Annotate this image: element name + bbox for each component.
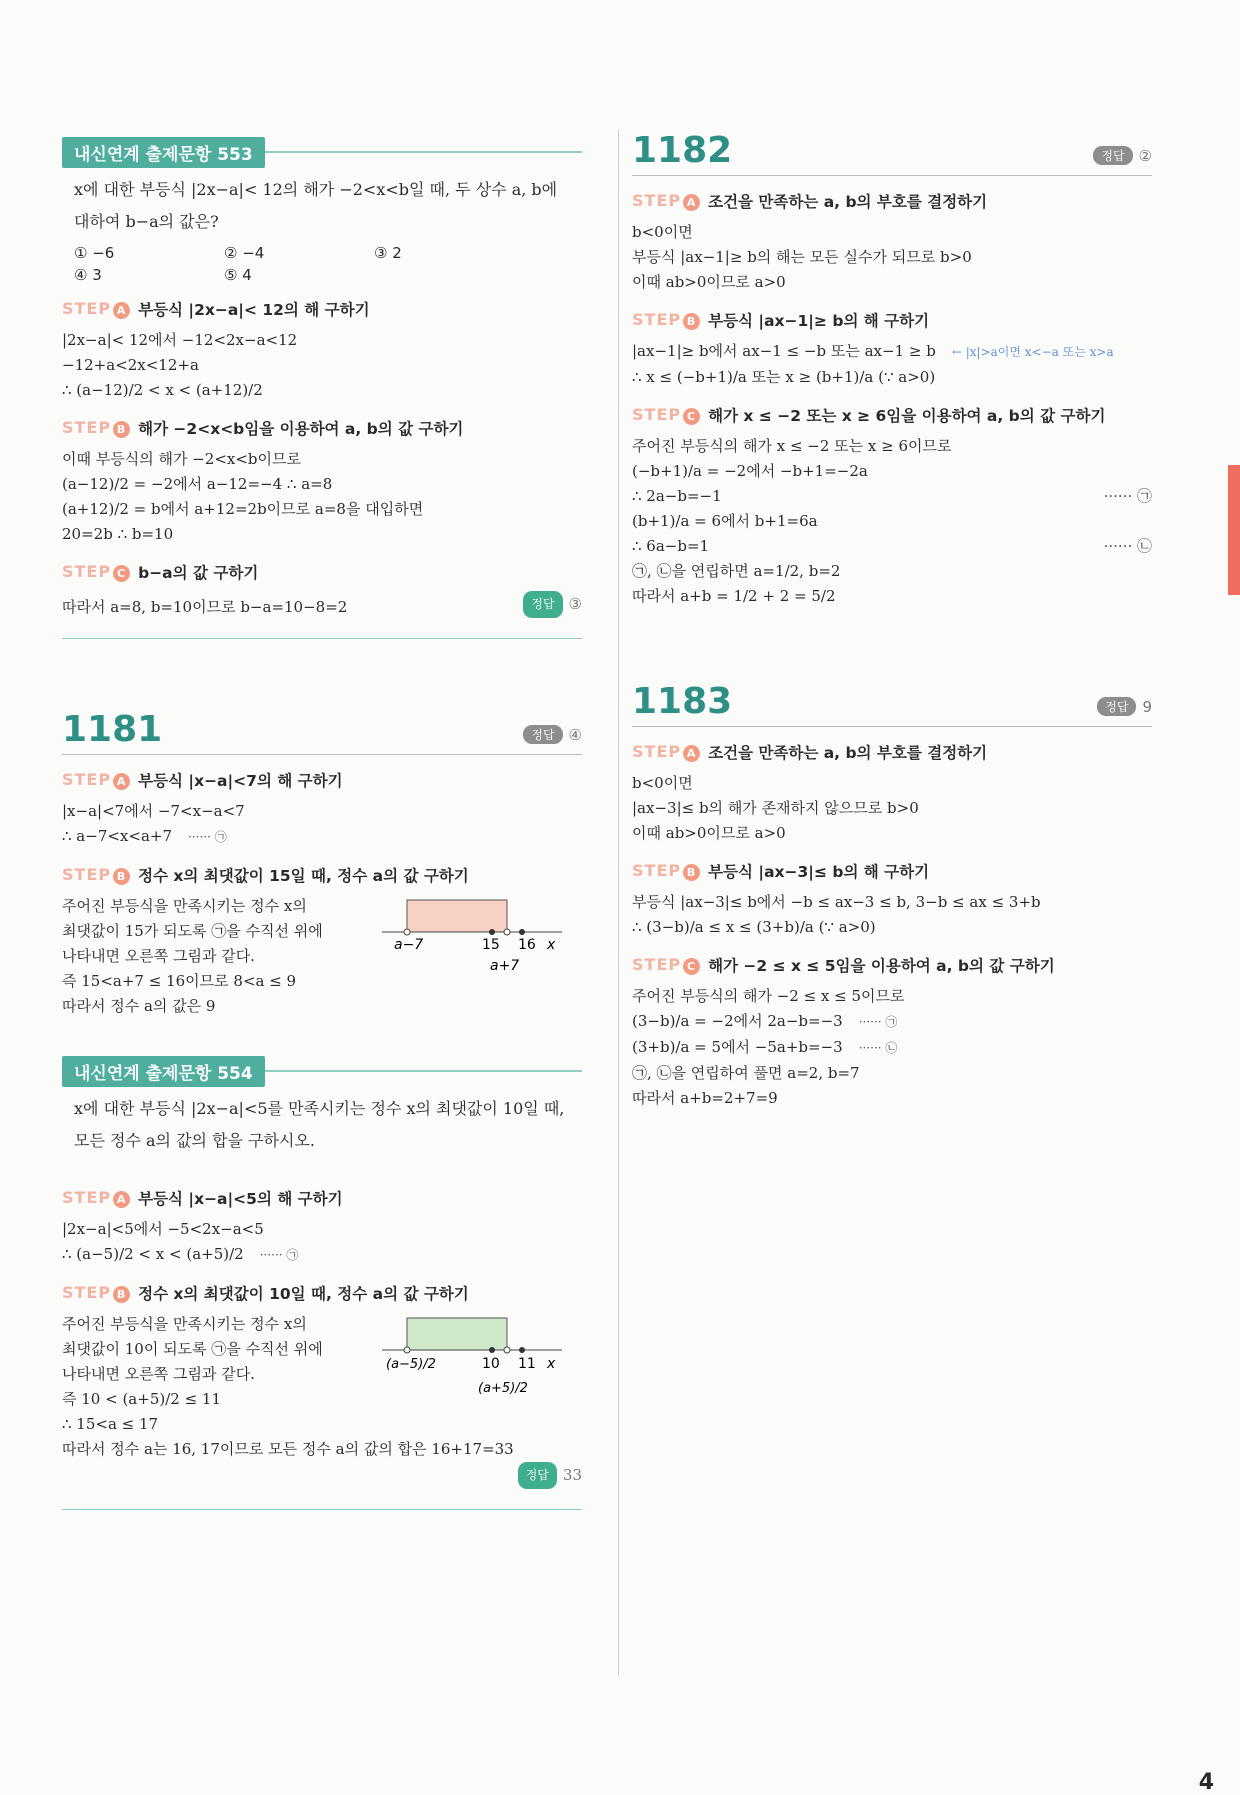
solution-line: ∴ (a−12)/2 < x < (a+12)/2 xyxy=(62,381,263,399)
solution-line: 주어진 부등식을 만족시키는 정수 x의 xyxy=(62,1315,307,1333)
step-a-heading: STEP A 부등식 |x−a|<7의 해 구하기 xyxy=(62,770,343,790)
solution-line: 이때 ab>0이므로 a>0 xyxy=(632,824,786,842)
section-end-rule xyxy=(62,638,582,639)
problem-number: 1181 xyxy=(62,709,163,750)
solution-line: ∴ x ≤ (−b+1)/a 또는 x ≥ (b+1)/a (∵ a>0) xyxy=(632,368,936,386)
side-note: ← |x|>a이면 x<−a 또는 x>a xyxy=(951,345,1114,359)
question-line: 대하여 b−a의 값은? xyxy=(74,212,219,231)
choice: ③ 2 xyxy=(374,244,402,262)
solution-line: 최댓값이 15가 되도록 ㉠을 수직선 위에 xyxy=(62,922,323,940)
solution-line: b<0이면 xyxy=(632,223,693,241)
solution-line: |2x−a|< 12에서 −12<2x−a<12 xyxy=(62,331,298,349)
solution-line: 주어진 부등식의 해가 −2 ≤ x ≤ 5이므로 xyxy=(632,987,905,1005)
chapter-side-tab xyxy=(1228,465,1240,595)
problem-1182: 1182 정답 ② STEP A 조건을 만족하는 a, b의 부호를 결정하기 b<0이면 부등식 |ax−1|≥ b의 해는 모든 실수가 되므로 b>0 이때 ab>0이므로 a>0 STEP B 부등식 |ax−1|≥ b의 해 구하기 |ax−1|≥ b에서 ax−1 ≤ −b 또는 ax−1 ≥ b ← |x|>a이면 x<−a 또는 x>a ∴ x ≤ (−b+1)/a 또는 x ≥ (b+1)/a (∵ a>0) STEP C 해가 x ≤ −2 또는 x ≥ 6임을 이용하여 a, b의 값 구하기 주어진 부등식의 해가 x ≤ −2 또는 x ≥ 6이므로 (−b+1)/a = −2에서 −b+1=−2a ∴ 2a−b=−1 ······ ㉠ (b+1)/a = 6에서 b+1=6a ∴ 6a−b=1 ······ ㉡ ㉠, ㉡을 연립하면 a=1/2, b=2 따라서 a+b = 1/2 + 2 = 5/2 xyxy=(632,130,1152,609)
solution-line: b<0이면 xyxy=(632,774,693,792)
solution-line: 부등식 |ax−1|≥ b의 해는 모든 실수가 되므로 b>0 xyxy=(632,248,972,266)
problem-number: 1182 xyxy=(632,130,733,171)
fig-bottom-label: a+7 xyxy=(490,958,520,974)
step-b-heading: STEP B 부등식 |ax−1|≥ b의 해 구하기 xyxy=(632,310,930,330)
solution-line: 나타내면 오른쪽 그림과 같다. xyxy=(62,1365,255,1383)
section-end-rule xyxy=(62,1509,582,1510)
problem-1183: 1183 정답 9 STEP A 조건을 만족하는 a, b의 부호를 결정하기 b<0이면 |ax−3|≤ b의 해가 존재하지 않으므로 b>0 이때 ab>0이므로 a>0 STEP B 부등식 |ax−3|≤ b의 해 구하기 부등식 |ax−3|≤ b에서 −b ≤ ax−3 ≤ b, 3−b ≤ ax ≤ 3+b ∴ (3−b)/a ≤ x ≤ (3+b)/a (∵ a>0) STEP C 해가 −2 ≤ x ≤ 5임을 이용하여 a, b의 값 구하기 주어진 부등식의 해가 −2 ≤ x ≤ 5이므로 (3−b)/a = −2에서 2a−b=−3 ······ ㉠ (3+b)/a = 5에서 −5a+b=−3 ······ ㉡ ㉠, ㉡을 연립하여 풀면 a=2, b=7 따라서 a+b=2+7=9 xyxy=(632,681,1152,1111)
step-a-heading: STEP A 조건을 만족하는 a, b의 부호를 결정하기 xyxy=(632,742,988,762)
step-a-heading: STEP A 부등식 |x−a|<5의 해 구하기 xyxy=(62,1188,343,1208)
tag-rule xyxy=(265,151,582,153)
solution-line: 최댓값이 10이 되도록 ㉠을 수직선 위에 xyxy=(62,1340,323,1358)
step-a-heading: STEP A 조건을 만족하는 a, b의 부호를 결정하기 xyxy=(632,191,988,211)
left-column xyxy=(62,130,582,1510)
solution-line: (−b+1)/a = −2에서 −b+1=−2a xyxy=(632,462,868,480)
tag-rule xyxy=(265,1070,582,1072)
fig-mid-label: 10 xyxy=(482,1356,500,1372)
solution-line: |ax−1|≥ b에서 ax−1 ≤ −b 또는 ax−1 ≥ b ← |x|>a이면 x<−a 또는 x>a xyxy=(632,342,1114,360)
number-line-figure xyxy=(382,1312,572,1404)
answer-badge: 정답 xyxy=(523,725,562,744)
choice: ④ 3 xyxy=(74,266,102,284)
step-b-heading: STEP B 해가 −2<x<b임을 이용하여 a, b의 값 구하기 xyxy=(62,418,464,438)
solution-line: 주어진 부등식의 해가 x ≤ −2 또는 x ≥ 6이므로 xyxy=(632,437,952,455)
answer-badge: 정답 xyxy=(1093,146,1132,165)
fig-right-label: 11 xyxy=(518,1356,536,1372)
problem-554 xyxy=(62,1057,582,1510)
fig-bottom-label: (a+5)/2 xyxy=(478,1381,528,1396)
solution-line: 이때 부등식의 해가 −2<x<b이므로 xyxy=(62,450,302,468)
step-c-heading: STEP C 해가 x ≤ −2 또는 x ≥ 6임을 이용하여 a, b의 값 구하기 xyxy=(632,405,1106,425)
fig-axis-label: x xyxy=(547,1356,556,1372)
step-b-heading: STEP B 정수 x의 최댓값이 15일 때, 정수 a의 값 구하기 xyxy=(62,865,469,885)
step-c-heading: STEP C 해가 −2 ≤ x ≤ 5임을 이용하여 a, b의 값 구하기 xyxy=(632,955,1055,975)
solution-line: (a+12)/2 = b에서 a+12=2b이므로 a=8을 대입하면 xyxy=(62,500,424,518)
solution-line: |2x−a|<5에서 −5<2x−a<5 xyxy=(62,1220,264,1238)
answer-line: 정답 33 xyxy=(62,1462,582,1495)
question-line: x에 대한 부등식 |2x−a|< 12의 해가 −2<x<b일 때, 두 상수 a, b에 xyxy=(74,180,558,199)
solution-line: ∴ 2a−b=−1 ······ ㉠ xyxy=(632,487,1152,505)
problem-1181: 1181 정답 ④ STEP A 부등식 |x−a|<7의 해 구하기 |x−a|<7에서 −7<x−a<7 ∴ a−7<x<a+7 ······ ㉠ STEP B 정수 x의 최댓값이 15일 때, 정수 a의 값 구하기 a−7 15 16 x a+7 주어진 부등식을 만족시키는 정수 x의 최댓값이 15가 되도록 ㉠을 수직선 위에 나타내면 오른쪽 그림과 같다. 즉 15<a+7 ≤ 16이므로 8<a ≤ 9 따라서 정수 a의 값은 9 xyxy=(62,709,582,1019)
solution-line: ∴ 6a−b=1 ······ ㉡ xyxy=(632,537,1152,555)
problem-tag: 내신연계 출제문항 554 xyxy=(62,1056,265,1087)
solution-line: 부등식 |ax−3|≤ b에서 −b ≤ ax−3 ≤ b, 3−b ≤ ax ≤ 3+b xyxy=(632,893,1041,911)
number-line-figure xyxy=(382,894,572,984)
problem-number: 1183 xyxy=(632,681,733,722)
solution-line: 따라서 정수 a는 16, 17이므로 모든 정수 a의 값의 합은 16+17=33 xyxy=(62,1440,514,1458)
solution-line: 즉 15<a+7 ≤ 16이므로 8<a ≤ 9 xyxy=(62,972,297,990)
choice: ② −4 xyxy=(224,244,265,262)
figure-block xyxy=(62,894,582,1019)
answer-badge: 정답 xyxy=(518,1462,557,1489)
solution-line: (3−b)/a = −2에서 2a−b=−3 ······ ㉠ xyxy=(632,1012,898,1030)
solution-line: |x−a|<7에서 −7<x−a<7 xyxy=(62,802,245,820)
solution-line: 따라서 a+b=2+7=9 xyxy=(632,1089,778,1107)
solution-line: ∴ a−7<x<a+7 ······ ㉠ xyxy=(62,827,227,845)
answer-badge: 정답 xyxy=(523,591,562,618)
solution-line: |ax−3|≤ b의 해가 존재하지 않으므로 b>0 xyxy=(632,799,919,817)
right-column xyxy=(632,130,1214,1795)
choices xyxy=(74,244,570,284)
step-c-heading: STEP C b−a의 값 구하기 xyxy=(62,562,259,582)
solution-line: 이때 ab>0이므로 a>0 xyxy=(632,273,786,291)
final-line: 따라서 a=8, b=10이므로 b−a=10−8=2 정답 ③ xyxy=(62,591,582,624)
figure-block xyxy=(62,1312,582,1437)
problem-tag: 내신연계 출제문항 553 xyxy=(62,137,265,168)
solution-line: 따라서 a+b = 1/2 + 2 = 5/2 xyxy=(632,587,836,605)
solution-line: ㉠, ㉡을 연립하여 풀면 a=2, b=7 xyxy=(632,1064,860,1082)
column-divider xyxy=(618,130,619,1675)
step-b-heading: STEP B 정수 x의 최댓값이 10일 때, 정수 a의 값 구하기 xyxy=(62,1283,469,1303)
question-line: 모든 정수 a의 값의 합을 구하시오. xyxy=(74,1131,315,1150)
solution-line: (3+b)/a = 5에서 −5a+b=−3 ······ ㉡ xyxy=(632,1038,898,1056)
fig-left-label: (a−5)/2 xyxy=(386,1357,436,1372)
question-line: x에 대한 부등식 |2x−a|<5를 만족시키는 정수 x의 최댓값이 10일 때, xyxy=(74,1099,565,1118)
step-a-heading: STEP A 부등식 |2x−a|< 12의 해 구하기 xyxy=(62,299,370,319)
page-number: 4 xyxy=(1198,1770,1214,1795)
problem-553 xyxy=(62,138,582,639)
solution-line: 즉 10 < (a+5)/2 ≤ 11 xyxy=(62,1390,221,1408)
solution-line: 20=2b ∴ b=10 xyxy=(62,525,174,543)
choice: ⑤ 4 xyxy=(224,266,252,284)
solution-line: (b+1)/a = 6에서 b+1=6a xyxy=(632,512,818,530)
answer-badge: 정답 xyxy=(1097,697,1136,716)
solution-line: 주어진 부등식을 만족시키는 정수 x의 xyxy=(62,897,307,915)
solution-line: −12+a<2x<12+a xyxy=(62,356,199,374)
solution-line: ㉠, ㉡을 연립하면 a=1/2, b=2 xyxy=(632,562,841,580)
solution-line: ∴ (a−5)/2 < x < (a+5)/2 ······ ㉠ xyxy=(62,1245,299,1263)
solution-line: (a−12)/2 = −2에서 a−12=−4 ∴ a=8 xyxy=(62,475,333,493)
fig-left-label: a−7 xyxy=(394,937,424,953)
step-b-heading: STEP B 부등식 |ax−3|≤ b의 해 구하기 xyxy=(632,861,930,881)
fig-right-label: 16 xyxy=(518,937,536,953)
choice: ① −6 xyxy=(74,244,115,262)
fig-mid-label: 15 xyxy=(482,937,500,953)
solution-line: 나타내면 오른쪽 그림과 같다. xyxy=(62,947,255,965)
fig-axis-label: x xyxy=(547,937,556,953)
solution-line: 따라서 정수 a의 값은 9 xyxy=(62,997,216,1015)
solution-line: ∴ (3−b)/a ≤ x ≤ (3+b)/a (∵ a>0) xyxy=(632,918,876,936)
solution-line: ∴ 15<a ≤ 17 xyxy=(62,1415,159,1433)
